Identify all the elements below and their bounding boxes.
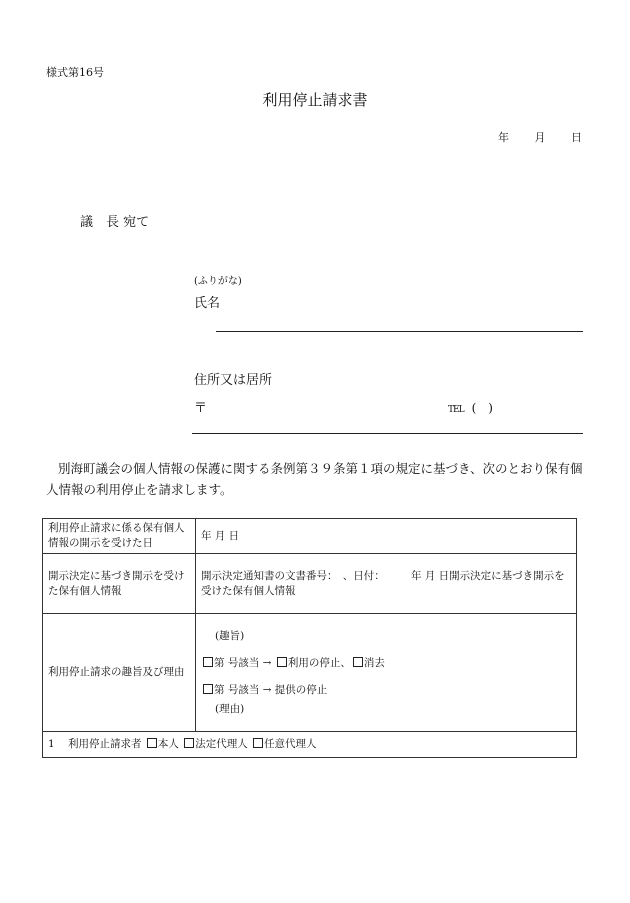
tel-parens: ( ) [471,401,493,415]
date-day: 日 [571,131,582,144]
purpose-heading: (趣旨) [215,629,245,642]
request-table [42,518,577,758]
option-usage-stop: 第 号該当 → 利用の停止、 消去 [201,656,571,671]
date-line [476,129,582,145]
address-label: 住所又は居所 [194,373,273,388]
tel-field [448,399,493,416]
checkbox-self[interactable] [147,738,157,748]
table-row [43,519,577,554]
name-label: 氏名 [194,296,221,311]
purpose-reason-label: 利用停止請求の趣旨及び理由 [43,614,196,732]
postal-mark: 〒 [194,401,208,416]
requester-type-row: 1 利用停止請求者 本人 法定代理人 任意代理人 [43,732,577,758]
checkbox[interactable] [203,684,213,694]
furigana-label: (ふりがな) [194,276,242,287]
disclosure-date-label: 利用停止請求に係る保有個人情報の開示を受けた日 [43,519,196,554]
date-month: 月 [534,131,546,144]
form-number: 様式第16号 [46,66,104,79]
checkbox[interactable] [353,657,363,667]
disclosure-date-value[interactable]: 年 月 日 [196,519,577,554]
table-row [43,732,577,758]
tel-label: TEL [448,405,464,415]
reason-heading: (理由) [215,702,245,715]
table-row [43,554,577,614]
disclosed-info-label: 開示決定に基づき開示を受けた保有個人情報 [43,554,196,614]
request-statement: 別海町議会の個人情報の保護に関する条例第３９条第１項の規定に基づき、次のとおり保有個人情報の利用停止を請求します。 [46,461,583,497]
name-input-line[interactable] [216,331,583,332]
checkbox-legal-rep[interactable] [184,738,194,748]
addressee: 議 長 宛て [80,215,150,230]
disclosed-info-value[interactable]: 開示決定通知書の文書番号： 、日付： 年 月 日開示決定に基づき開示を受けた保有個人情報 [196,554,577,614]
address-input-line[interactable] [192,433,583,434]
option-provision-stop: 第 号該当 → 提供の停止 [201,683,571,698]
checkbox[interactable] [203,657,213,667]
document-title: 利用停止請求書 [262,91,368,109]
table-row [43,614,577,732]
date-year: 年 [498,131,509,144]
checkbox-voluntary-rep[interactable] [253,738,263,748]
purpose-reason-cell[interactable] [196,614,577,732]
checkbox[interactable] [277,657,287,667]
